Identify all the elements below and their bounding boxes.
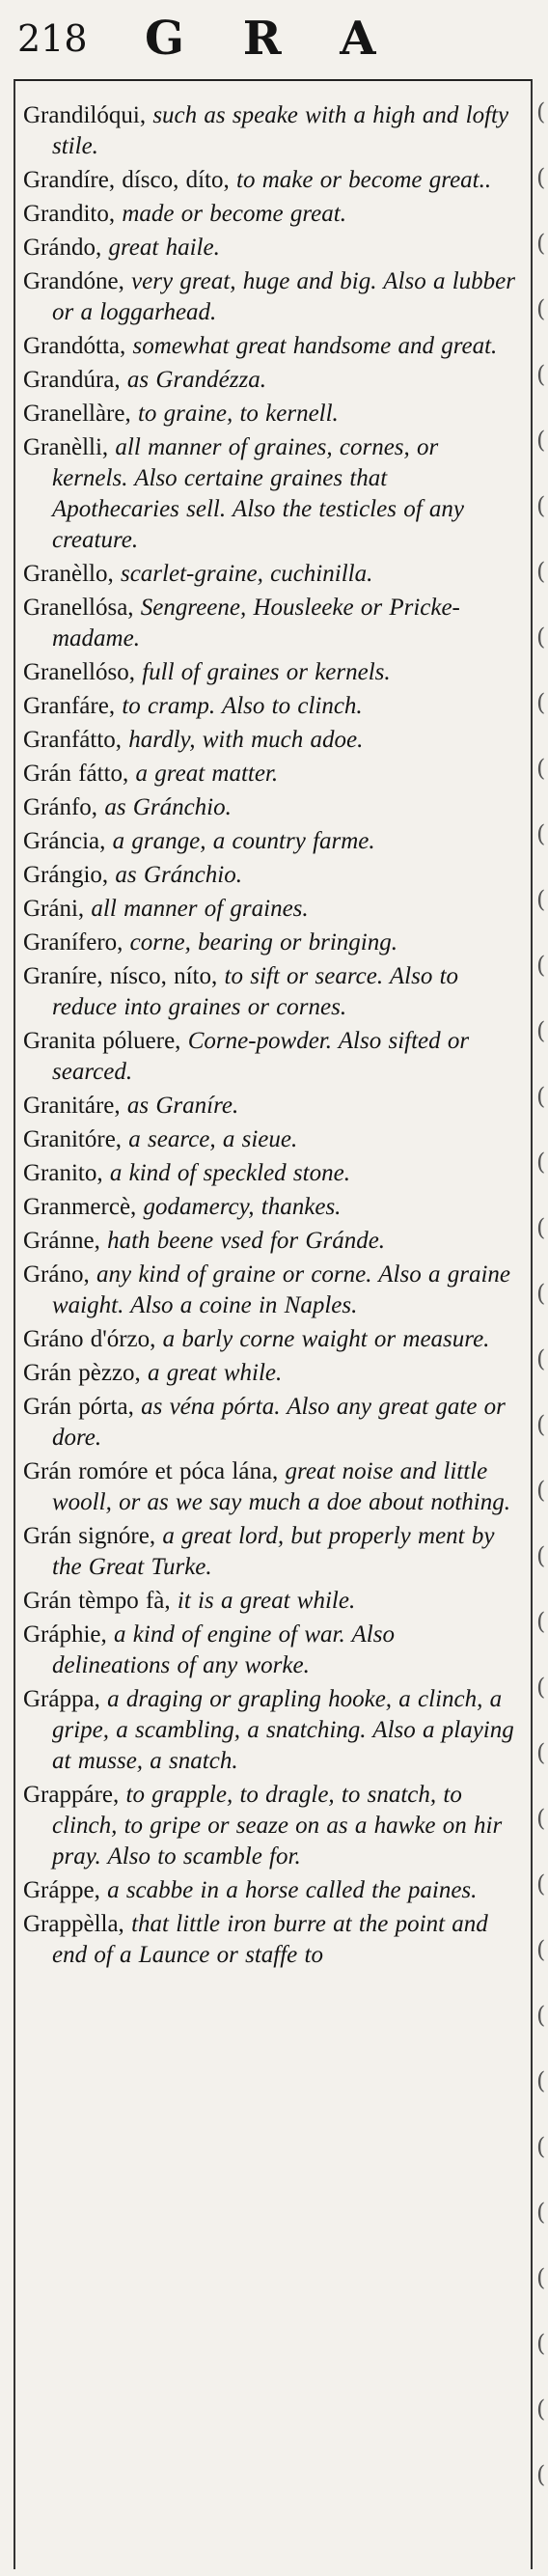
- gutter-mark: (: [536, 295, 546, 322]
- dictionary-entry: [23, 559, 515, 590]
- dictionary-entry: [23, 1909, 515, 1971]
- entry-definition: Sengreene, Housleeke or Pricke-madame.: [52, 595, 460, 651]
- entry-headword: Grandilóqui,: [23, 102, 147, 128]
- page-number: 218: [17, 17, 88, 60]
- gutter-mark: (: [536, 230, 546, 257]
- dictionary-entry: [23, 860, 515, 891]
- gutter-mark: (: [536, 1083, 546, 1110]
- entry-headword: Grán tèmpo fà,: [23, 1588, 171, 1614]
- dictionary-entry: [23, 1456, 515, 1518]
- entry-headword: Grandúra,: [23, 367, 121, 393]
- dictionary-entry: [23, 691, 515, 722]
- gutter-mark: (: [536, 2199, 546, 2226]
- dictionary-entry: [23, 1521, 515, 1583]
- dictionary-entry: [23, 1158, 515, 1189]
- entry-definition: a kind of engine of war. Also delineations of any worke.: [52, 1621, 395, 1678]
- entry-headword: Grappèlla,: [23, 1911, 124, 1937]
- gutter-mark: (: [536, 1411, 546, 1438]
- running-head: G R A: [145, 12, 397, 66]
- gutter-mark: (: [536, 689, 546, 716]
- entry-headword: Grandíre, dísco, díto,: [23, 167, 230, 193]
- entry-headword: Granèlli,: [23, 434, 109, 460]
- entry-headword: Graníre, nísco, níto,: [23, 963, 218, 989]
- dictionary-entry: [23, 266, 515, 328]
- entry-headword: Grándo,: [23, 235, 102, 261]
- gutter-mark: (: [536, 623, 546, 651]
- entry-headword: Granito,: [23, 1160, 103, 1186]
- dictionary-entry: [23, 233, 515, 263]
- dictionary-entry: [23, 432, 515, 556]
- entry-headword: Grán pèzzo,: [23, 1360, 141, 1386]
- gutter-mark: (: [536, 361, 546, 388]
- entry-definition: all manner of graines.: [91, 896, 309, 922]
- gutter-mark: (: [536, 2133, 546, 2160]
- dictionary-entry: [23, 1586, 515, 1617]
- dictionary-entry: [23, 593, 515, 654]
- gutter-mark: (: [536, 820, 546, 847]
- gutter-mark: (: [536, 886, 546, 913]
- gutter-mark: (: [536, 1870, 546, 1897]
- entry-definition: a searce, a sieue.: [128, 1126, 298, 1152]
- entry-headword: Gráno,: [23, 1261, 90, 1288]
- dictionary-entry: [23, 1358, 515, 1389]
- entry-headword: Gráncia,: [23, 828, 106, 854]
- gutter-mark: (: [536, 2461, 546, 2488]
- entry-definition: a great while.: [148, 1360, 283, 1386]
- dictionary-entry: [23, 1124, 515, 1155]
- dictionary-entry: [23, 100, 515, 162]
- entry-headword: Gránne,: [23, 1228, 100, 1254]
- entry-headword: Grángio,: [23, 862, 109, 888]
- gutter-mark: (: [536, 2067, 546, 2094]
- entry-definition: a great lord, but properly ment by the Great Turke.: [52, 1523, 495, 1580]
- gutter-mark: (: [536, 2330, 546, 2357]
- entry-headword: Granfáre,: [23, 693, 116, 719]
- entry-definition: hath beene vsed for Gránde.: [107, 1228, 386, 1254]
- gutter-mark: (: [536, 755, 546, 782]
- dictionary-entry: [23, 826, 515, 857]
- dictionary-entry: [23, 1875, 515, 1906]
- entry-headword: Gráppe,: [23, 1877, 100, 1903]
- entry-headword: Gráni,: [23, 896, 85, 922]
- gutter-mark: (: [536, 2396, 546, 2423]
- entry-headword: Granitóre,: [23, 1126, 123, 1152]
- gutter-mark: (: [536, 98, 546, 125]
- dictionary-entry: [23, 1684, 515, 1777]
- entry-definition: hardly, with much adoe.: [128, 727, 364, 753]
- dictionary-entry: [23, 894, 515, 925]
- entry-definition: it is a great while.: [177, 1588, 356, 1614]
- dictionary-entry: [23, 399, 515, 429]
- entry-definition: great haile.: [108, 235, 220, 261]
- entry-headword: Gráno d'órzo,: [23, 1326, 156, 1352]
- entry-headword: Granífero,: [23, 929, 123, 956]
- dictionary-entry: [23, 1226, 515, 1257]
- gutter-mark: (: [536, 1214, 546, 1241]
- entry-definition: to cramp. Also to clinch.: [122, 693, 363, 719]
- entry-headword: Gránfo,: [23, 794, 98, 820]
- entry-definition: to grapple, to dragle, to snatch, to clinch, to gripe or seaze on as a hawke on hir pray. Also to scamble for.: [52, 1782, 503, 1870]
- entry-headword: Granellósa,: [23, 595, 134, 621]
- entry-definition: to sift or searce. Also to reduce into graines or cornes.: [52, 963, 459, 1020]
- entry-definition: somewhat great handsome and great.: [132, 333, 498, 359]
- entry-headword: Granmercè,: [23, 1194, 137, 1220]
- entry-definition: a kind of speckled stone.: [109, 1160, 350, 1186]
- entry-headword: Grán signóre,: [23, 1523, 156, 1549]
- dictionary-entry: [23, 331, 515, 362]
- entry-definition: such as speake with a high and lofty stile.: [52, 102, 509, 159]
- gutter-mark: (: [536, 952, 546, 979]
- dictionary-entry: [23, 1091, 515, 1122]
- entry-headword: Granellóso,: [23, 659, 135, 685]
- entry-headword: Gráphie,: [23, 1621, 107, 1648]
- gutter-mark: (: [536, 1936, 546, 1963]
- dictionary-entry: [23, 725, 515, 756]
- gutter-mark: (: [536, 2264, 546, 2291]
- entry-definition: made or become great.: [122, 201, 346, 227]
- entry-definition: any kind of graine or corne. Also a graine waight. Also a coine in Naples.: [52, 1261, 511, 1318]
- entry-definition: a grange, a country farme.: [112, 828, 375, 854]
- dictionary-entry: [23, 1780, 515, 1872]
- entry-definition: to graine, to kernell.: [137, 401, 339, 427]
- entry-headword: Granellàre,: [23, 401, 131, 427]
- entry-headword: Granfátto,: [23, 727, 123, 753]
- entry-headword: Granita póluere,: [23, 1028, 181, 1054]
- gutter-mark: (: [536, 558, 546, 585]
- entry-definition: a scabbe in a horse called the paines.: [107, 1877, 478, 1903]
- dictionary-entry: [23, 1026, 515, 1088]
- entry-definition: that little iron burre at the point and end of a Launce or staffe to: [52, 1911, 488, 1968]
- dictionary-entry: [23, 759, 515, 789]
- gutter-mark: (: [536, 1280, 546, 1307]
- gutter-mark: (: [536, 2002, 546, 2029]
- entry-definition: scarlet-graine, cuchinilla.: [120, 561, 373, 587]
- entry-definition: to make or become great..: [236, 167, 492, 193]
- dictionary-entry: [23, 1260, 515, 1321]
- entry-definition: as Grandézza.: [126, 367, 266, 393]
- entry-headword: Granitáre,: [23, 1093, 121, 1119]
- dictionary-entry: [23, 165, 515, 196]
- entry-definition: a barly corne waight or measure.: [162, 1326, 490, 1352]
- entry-definition: very great, huge and big. Also a lubber or a loggarhead.: [52, 268, 515, 325]
- entry-definition: all manner of graines, cornes, or kernels. Also certaine graines that Apothecaries sell. Also the testicles of any creature.: [52, 434, 464, 553]
- dictionary-entry: [23, 792, 515, 823]
- dictionary-entry: [23, 1192, 515, 1223]
- dictionary-entry: [23, 1620, 515, 1681]
- gutter-mark: (: [536, 1345, 546, 1372]
- dictionary-entry: [23, 1324, 515, 1355]
- entry-headword: Grán romóre et póca lána,: [23, 1458, 279, 1484]
- entry-definition: as Gránchio.: [115, 862, 242, 888]
- dictionary-entry: [23, 657, 515, 688]
- gutter-mark: (: [536, 1739, 546, 1766]
- gutter-mark: (: [536, 1805, 546, 1832]
- entry-headword: Grán pórta,: [23, 1394, 134, 1420]
- dictionary-entry: [23, 199, 515, 230]
- entry-headword: Grán fátto,: [23, 761, 129, 787]
- gutter-mark: (: [536, 427, 546, 454]
- entry-headword: Grandito,: [23, 201, 116, 227]
- gutter-mark: (: [536, 1542, 546, 1569]
- gutter-mark: (: [536, 1608, 546, 1635]
- entry-definition: as Graníre.: [126, 1093, 239, 1119]
- entry-definition: Corne-powder. Also sifted or searced.: [52, 1028, 470, 1085]
- entry-headword: Grappáre,: [23, 1782, 120, 1808]
- gutter-mark: (: [536, 164, 546, 191]
- entry-headword: Grandótta,: [23, 333, 126, 359]
- entry-definition: a draging or grapling hooke, a clinch, a gripe, a scambling, a snatching. Also a playing at musse, a snatch.: [52, 1686, 514, 1774]
- entry-headword: Grandóne,: [23, 268, 124, 294]
- next-column-edge: [536, 79, 548, 2567]
- dictionary-column: [23, 100, 515, 1974]
- entry-definition: as véna pórta. Also any great gate or dore.: [52, 1394, 506, 1451]
- gutter-mark: (: [536, 1017, 546, 1044]
- gutter-mark: (: [536, 1674, 546, 1701]
- dictionary-entry: [23, 961, 515, 1023]
- gutter-mark: (: [536, 1149, 546, 1176]
- dictionary-entry: [23, 1392, 515, 1454]
- entry-definition: corne, bearing or bringing.: [129, 929, 397, 956]
- entry-definition: great noise and little wooll, or as we say much a doe about nothing.: [52, 1458, 510, 1515]
- entry-headword: Gráppa,: [23, 1686, 100, 1712]
- entry-headword: Granèllo,: [23, 561, 114, 587]
- dictionary-entry: [23, 365, 515, 396]
- gutter-mark: (: [536, 1477, 546, 1504]
- entry-definition: a great matter.: [135, 761, 279, 787]
- entry-definition: full of graines or kernels.: [142, 659, 391, 685]
- dictionary-entry: [23, 928, 515, 958]
- entry-definition: godamercy, thankes.: [143, 1194, 342, 1220]
- gutter-mark: (: [536, 492, 546, 519]
- entry-definition: as Gránchio.: [104, 794, 232, 820]
